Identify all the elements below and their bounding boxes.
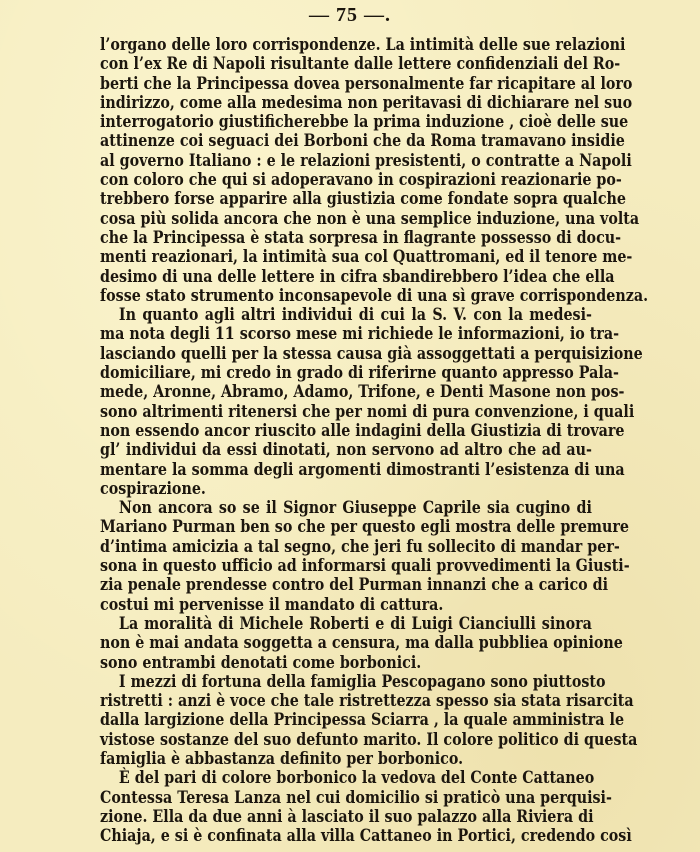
text-line: interrogatorio giustificherebbe la prima induzione , cioè delle sue <box>100 111 629 132</box>
page-body-text <box>100 34 649 846</box>
page-number: 75 <box>336 4 358 26</box>
text-line: sono entrambi denotati come borbonici. <box>100 651 422 672</box>
text-line: cospirazione. <box>100 477 206 498</box>
text-line: zia penale prendesse contro del Purman innanzi che a carico di <box>100 574 609 595</box>
text-line: zione. Ella da due anni à lasciato il suo palazzo alla Riviera di <box>100 805 594 826</box>
text-line: costui mi pervenisse il mandato di cattura. <box>100 593 444 614</box>
text-line: sono altrimenti ritenersi che per nomi di pura convenzione, i quali <box>100 400 635 421</box>
text-line: l’organo delle loro corrispondenze. La intimità delle sue relazioni <box>100 34 626 54</box>
text-line: ristretti : anzi è voce che tale ristrettezza spesso sia stata risarcita <box>100 690 634 711</box>
text-line: gl’ individui da essi dinotati, non servono ad altro che ad au- <box>100 439 592 460</box>
text-line: Non ancora so se il Signor Giuseppe Caprile sia cugino di <box>118 497 592 518</box>
text-line: indirizzo, come alla medesima non peritavasi di dichiarare nel suo <box>100 91 633 112</box>
text-line: non è mai andata soggetta a censura, ma dalla pubbliea opinione <box>100 632 623 653</box>
text-line: Mariano Purman ben so che per questo egli mostra delle premure <box>100 516 629 537</box>
header-dash-right: —. <box>364 4 391 26</box>
text-line: domiciliare, mi credo in grado di riferirne quanto appresso Pala- <box>100 362 619 383</box>
page-header <box>0 4 700 27</box>
text-line: In quanto agli altri individui di cui la S. V. con la medesi- <box>118 304 592 325</box>
text-line: La moralità di Michele Roberti e di Luigi Cianciulli sinora <box>118 612 592 633</box>
text-line: berti che la Principessa dovea personalmente far ricapitare al loro <box>100 72 633 93</box>
header-dash-left: — <box>309 4 330 26</box>
text-line: vistose sostanze del suo defunto marito. Il colore politico di questa <box>100 728 638 749</box>
text-line: attinenze coi seguaci dei Borboni che da Roma tramavano insidie <box>100 130 625 151</box>
text-line: mentare la somma degli argomenti dimostranti l’esistenza di una <box>100 458 625 479</box>
text-line: È del pari di colore borbonico la vedova del Conte Cattaneo <box>118 767 595 788</box>
text-line: Chiaja, e si è confinata alla villa Cattaneo in Portici, credendo così <box>100 825 632 846</box>
text-line: Contessa Teresa Lanza nel cui domicilio si praticò una perquisi- <box>100 786 612 807</box>
text-line: lasciando quelli per la stessa causa già assoggettati a perquisizione <box>100 342 643 363</box>
text-line: I mezzi di fortuna della famiglia Pescopagano sono piuttosto <box>118 670 606 691</box>
text-line: famiglia è abbastanza definito per borbonico. <box>100 747 464 768</box>
text-line: trebbero forse apparire alla giustizia come fondate sopra qualche <box>100 188 626 209</box>
text-line: con coloro che qui si adoperavano in cospirazioni reazionarie po- <box>100 169 622 190</box>
text-line: fosse stato strumento inconsapevole di una sì grave corrispondenza. <box>100 284 649 305</box>
text-line: desimo di una delle lettere in cifra sbandirebbero l’idea che ella <box>100 265 615 286</box>
text-line: che la Principessa è stata sorpresa in flagrante possesso di docu- <box>100 226 622 247</box>
text-line: cosa più solida ancora che non è una semplice induzione, una volta <box>100 207 640 228</box>
text-line: menti reazionari, la intimità sua col Quattromani, ed il tenore me- <box>100 246 633 267</box>
text-line: d’intima amicizia a tal segno, che jeri fu sollecito di mandar per- <box>100 535 620 556</box>
text-line: dalla largizione della Principessa Sciarra , la quale amministra le <box>100 709 625 730</box>
text-line: ma nota degli 11 scorso mese mi richiede le informazioni, io tra- <box>100 323 620 344</box>
text-line: al governo Italiano : e le relazioni presistenti, o contratte a Napoli <box>100 149 632 170</box>
text-line: mede, Aronne, Abramo, Adamo, Trifone, e Denti Masone non pos- <box>100 381 625 402</box>
text-line: con l’ex Re di Napoli risultante dalle lettere confidenziali del Ro- <box>100 53 621 74</box>
text-line: sona in questo ufficio ad informarsi quali provvedimenti la Giusti- <box>100 555 630 576</box>
text-line: non essendo ancor riuscito alle indagini della Giustizia di trovare <box>100 419 625 440</box>
